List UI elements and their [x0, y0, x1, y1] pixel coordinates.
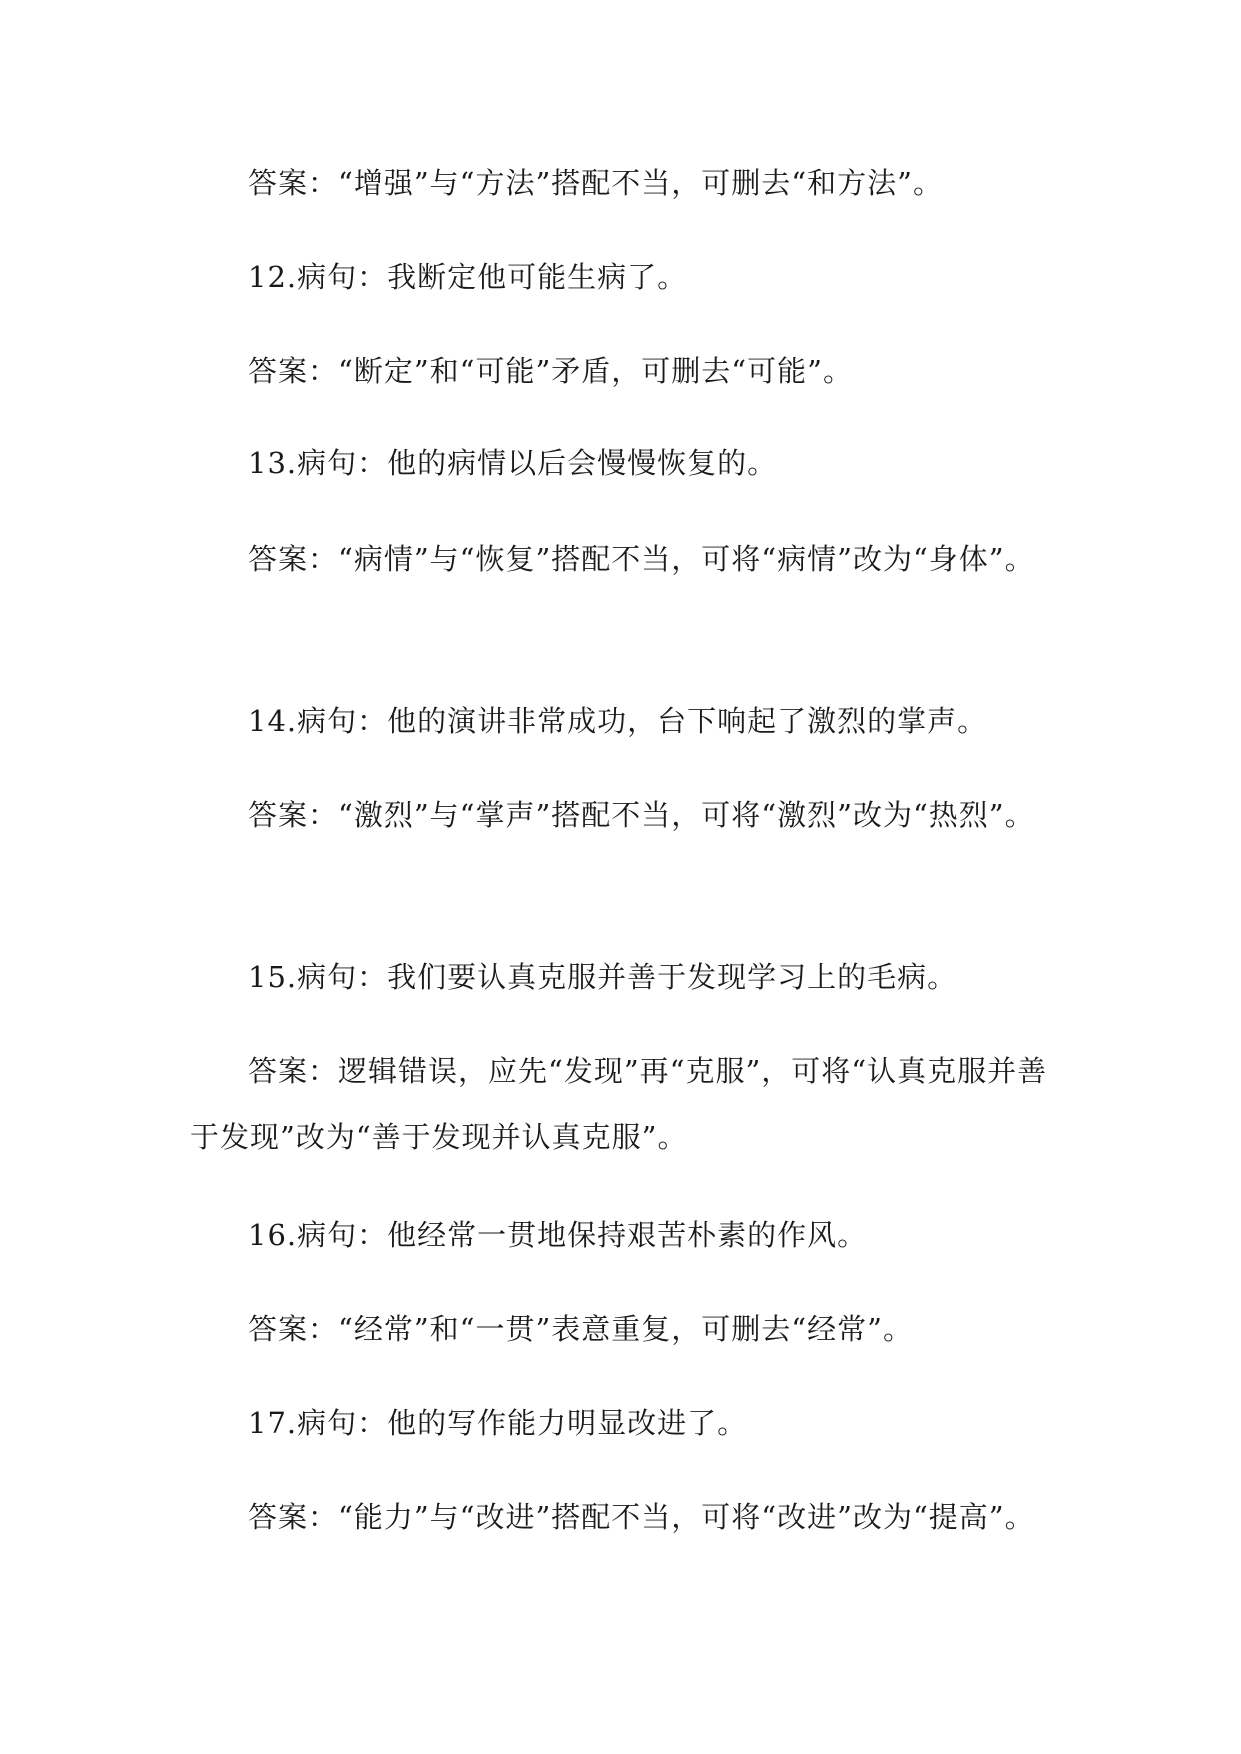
question-paragraph-12: 12.病句：我断定他可能生病了。 — [248, 260, 688, 294]
question-paragraph-15: 15.病句：我们要认真克服并善于发现学习上的毛病。 — [248, 960, 958, 994]
question-paragraph-13: 13.病句：他的病情以后会慢慢恢复的。 — [248, 446, 778, 480]
answer-paragraph-15: 答案：逻辑错误，应先“发现”再“克服”，可将“认真克服并善于发现”改为“善于发现并认真克服”。 — [190, 1054, 1048, 1154]
question-paragraph-14: 14.病句：他的演讲非常成功，台下响起了激烈的掌声。 — [248, 704, 988, 738]
question-paragraph-16: 16.病句：他经常一贯地保持艰苦朴素的作风。 — [248, 1218, 868, 1252]
answer-paragraph-12: 答案：“断定”和“可能”矛盾，可删去“可能”。 — [248, 354, 853, 388]
answer-paragraph-11: 答案：“增强”与“方法”搭配不当，可删去“和方法”。 — [248, 166, 943, 200]
answer-paragraph-17: 答案：“能力”与“改进”搭配不当，可将“改进”改为“提高”。 — [248, 1500, 1035, 1534]
answer-paragraph-14: 答案：“激烈”与“掌声”搭配不当，可将“激烈”改为“热烈”。 — [248, 798, 1035, 832]
question-paragraph-17: 17.病句：他的写作能力明显改进了。 — [248, 1406, 748, 1440]
answer-paragraph-16: 答案：“经常”和“一贯”表意重复，可删去“经常”。 — [248, 1312, 913, 1346]
answer-paragraph-13: 答案：“病情”与“恢复”搭配不当，可将“病情”改为“身体”。 — [248, 542, 1035, 576]
